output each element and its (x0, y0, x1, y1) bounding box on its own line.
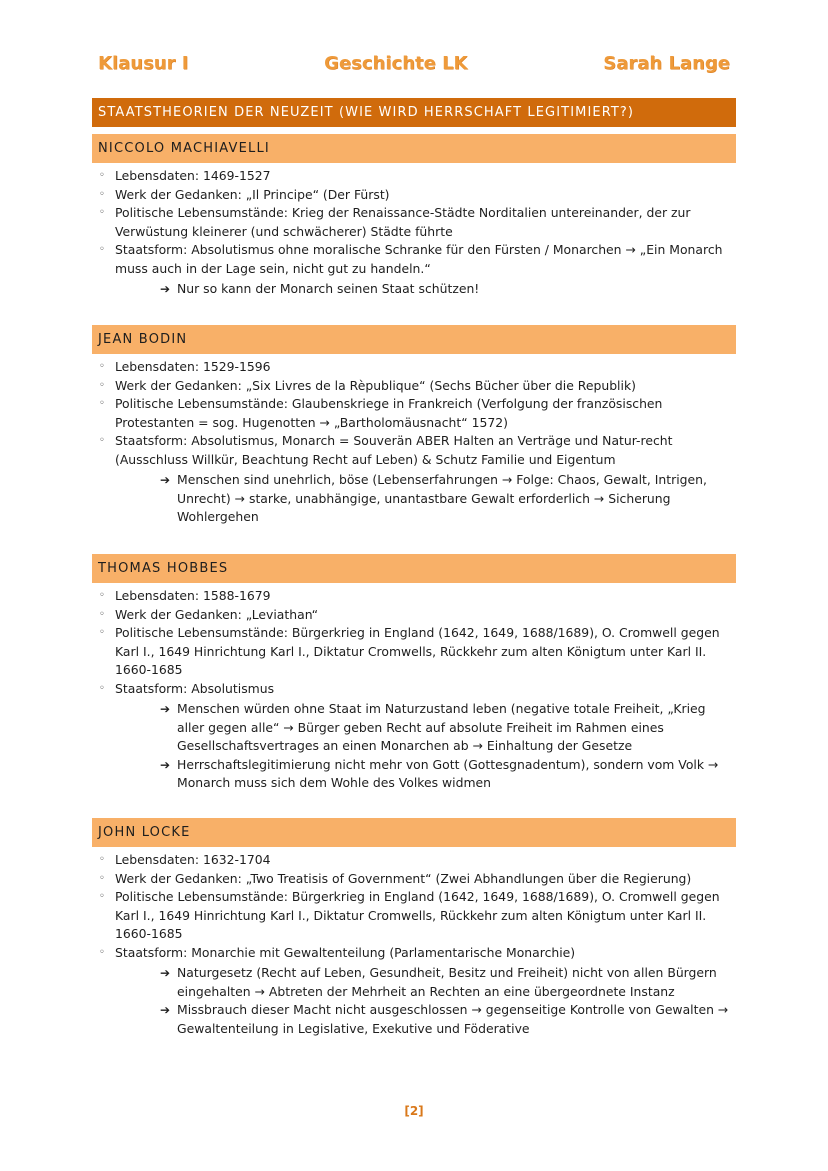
arrow-right-icon: ➔ (160, 702, 171, 716)
bullet-icon: ◦ (99, 891, 105, 902)
fact-item: ◦ Lebensdaten: 1469-1527 (99, 167, 736, 186)
fact-item: ◦ Staatsform: Absolutismus (99, 680, 736, 699)
header-exam-label: Klausur I (98, 52, 189, 74)
section-title: NICCOLO MACHIAVELLI (98, 141, 270, 156)
bullet-icon: ◦ (99, 379, 105, 391)
fact-item: ◦ Staatsform: Absolutismus ohne moralische Schranke für den Fürsten / Monarchen → „Ein Monarch muss auch in der Lage sein, nicht gut zu handeln.“ (99, 242, 723, 276)
bullet-icon: ◦ (99, 170, 105, 181)
header-author: Sarah Lange (603, 52, 730, 74)
bullet-icon: ◦ (99, 854, 105, 865)
bullet-icon: ◦ (99, 398, 105, 409)
conclusion-item: ➔ Naturgesetz (Recht auf Leben, Gesundheit, Besitz und Freiheit) nicht von allen Bürgern eingehalten → Abtreten der Mehrheit an Rechten an eine übergeordnete Instanz (160, 965, 717, 999)
page-header (98, 50, 730, 76)
section-header (92, 325, 736, 354)
fact-item: ◦ Werk der Gedanken: „Leviathan“ (99, 606, 736, 625)
fact-item: ◦ Lebensdaten: 1588-1679 (99, 587, 736, 606)
conclusion-list (92, 280, 736, 299)
bullet-icon: ◦ (99, 188, 105, 200)
fact-item: ◦ Staatsform: Absolutismus, Monarch = Souverän ABER Halten an Verträge und Natur-recht (Ausschluss Willkür, Beachtung Recht auf Leben) & Schutz Familie und Eigentum (99, 433, 673, 467)
section-machiavelli (92, 134, 736, 299)
conclusion-list (92, 471, 736, 527)
conclusion-item: ➔ Nur so kann der Monarch seinen Staat schützen! (160, 280, 736, 299)
conclusion-item: ➔ Menschen würden ohne Staat im Naturzustand leben (negative totale Freiheit, „Krieg aller gegen alle“ → Bürger geben Recht auf absolute Freiheit im Rahmen eines Gesellschaftsvertrages an einen Monarchen ab → Einhaltung der Gesetze (160, 701, 706, 753)
arrow-right-icon: ➔ (160, 757, 171, 772)
fact-item: ◦ Lebensdaten: 1529-1596 (99, 358, 736, 377)
bullet-icon: ◦ (99, 207, 105, 218)
fact-item: ◦ Politische Lebensumstände: Bürgerkrieg in England (1642, 1649, 1688/1689), O. Cromwell gegen Karl I., 1649 Hinrichtung Karl I., Diktatur Cromwells, Rückkehr zum alten Königtum unter Karl II. 1660-1685 (99, 889, 720, 941)
section-header (92, 818, 736, 847)
fact-item: ◦ Werk der Gedanken: „Six Livres de la Rèpublique“ (Sechs Bücher über die Republik) (99, 377, 736, 396)
conclusion-item: ➔ Missbrauch dieser Macht nicht ausgeschlossen → gegenseitige Kontrolle von Gewalten → Gewaltenteilung in Legislative, Exekutive und Föderative (160, 1002, 729, 1036)
page-number: [2] (404, 1104, 424, 1118)
arrow-right-icon: ➔ (160, 966, 171, 980)
arrow-right-icon: ➔ (160, 473, 171, 487)
fact-item: ◦ Politische Lebensumstände: Bürgerkrieg in England (1642, 1649, 1688/1689), O. Cromwell gegen Karl I., 1649 Hinrichtung Karl I., Diktatur Cromwells, Rückkehr zum alten Königtum unter Karl II. 1660-1685 (99, 625, 720, 677)
bullet-icon: ◦ (99, 590, 105, 601)
conclusion-list (92, 964, 736, 1038)
conclusion-item: ➔ Herrschaftslegitimierung nicht mehr von Gott (Gottesgnadentum), sondern vom Volk → Monarch muss sich dem Wohle des Volkes widmen (160, 756, 719, 790)
section-title: JEAN BODIN (98, 332, 188, 347)
fact-list (92, 167, 736, 278)
bullet-icon: ◦ (99, 946, 105, 958)
section-title: JOHN LOCKE (98, 825, 191, 840)
arrow-right-icon: ➔ (160, 282, 171, 296)
bullet-icon: ◦ (99, 682, 105, 694)
conclusion-list (92, 700, 736, 793)
section-header (92, 554, 736, 583)
section-locke (92, 818, 736, 1038)
bullet-icon: ◦ (99, 435, 105, 446)
bullet-icon: ◦ (99, 608, 105, 620)
fact-item: ◦ Politische Lebensumstände: Glaubenskriege in Frankreich (Verfolgung der französischen Protestanten = sog. Hugenotten → „Bartholomäusnacht“ 1572) (99, 396, 663, 430)
fact-list (92, 587, 736, 698)
bullet-icon: ◦ (99, 361, 105, 372)
arrow-right-icon: ➔ (160, 1003, 171, 1017)
fact-item: ◦ Staatsform: Monarchie mit Gewaltenteilung (Parlamentarische Monarchie) (99, 944, 736, 963)
fact-item: ◦ Politische Lebensumstände: Krieg der Renaissance-Städte Norditalien untereinander, der zur Verwüstung kleinerer (und schwächerer) Städte führte (99, 205, 691, 239)
fact-item: ◦ Werk der Gedanken: „Il Principe“ (Der Fürst) (99, 186, 736, 205)
header-subject: Geschichte LK (324, 52, 468, 74)
fact-list (92, 358, 736, 469)
bullet-icon: ◦ (99, 872, 105, 884)
section-hobbes (92, 554, 736, 793)
fact-list (92, 851, 736, 962)
section-header (92, 134, 736, 163)
section-title: THOMAS HOBBES (98, 561, 229, 576)
fact-item: ◦ Werk der Gedanken: „Two Treatisis of Government“ (Zwei Abhandlungen über die Regierung) (99, 870, 736, 889)
conclusion-item: ➔ Menschen sind unehrlich, böse (Lebenserfahrungen → Folge: Chaos, Gewalt, Intrigen, Unrecht) → starke, unabhängige, unantastbare Gewalt erforderlich → Sicherung Wohlergehen (160, 472, 707, 524)
bullet-icon: ◦ (99, 627, 105, 638)
bullet-icon: ◦ (99, 244, 105, 255)
fact-item: ◦ Lebensdaten: 1632-1704 (99, 851, 736, 870)
main-title: STAATSTHEORIEN DER NEUZEIT (WIE WIRD HERRSCHAFT LEGITIMIERT?) (98, 105, 635, 120)
main-title-banner (92, 98, 736, 127)
section-bodin (92, 325, 736, 527)
